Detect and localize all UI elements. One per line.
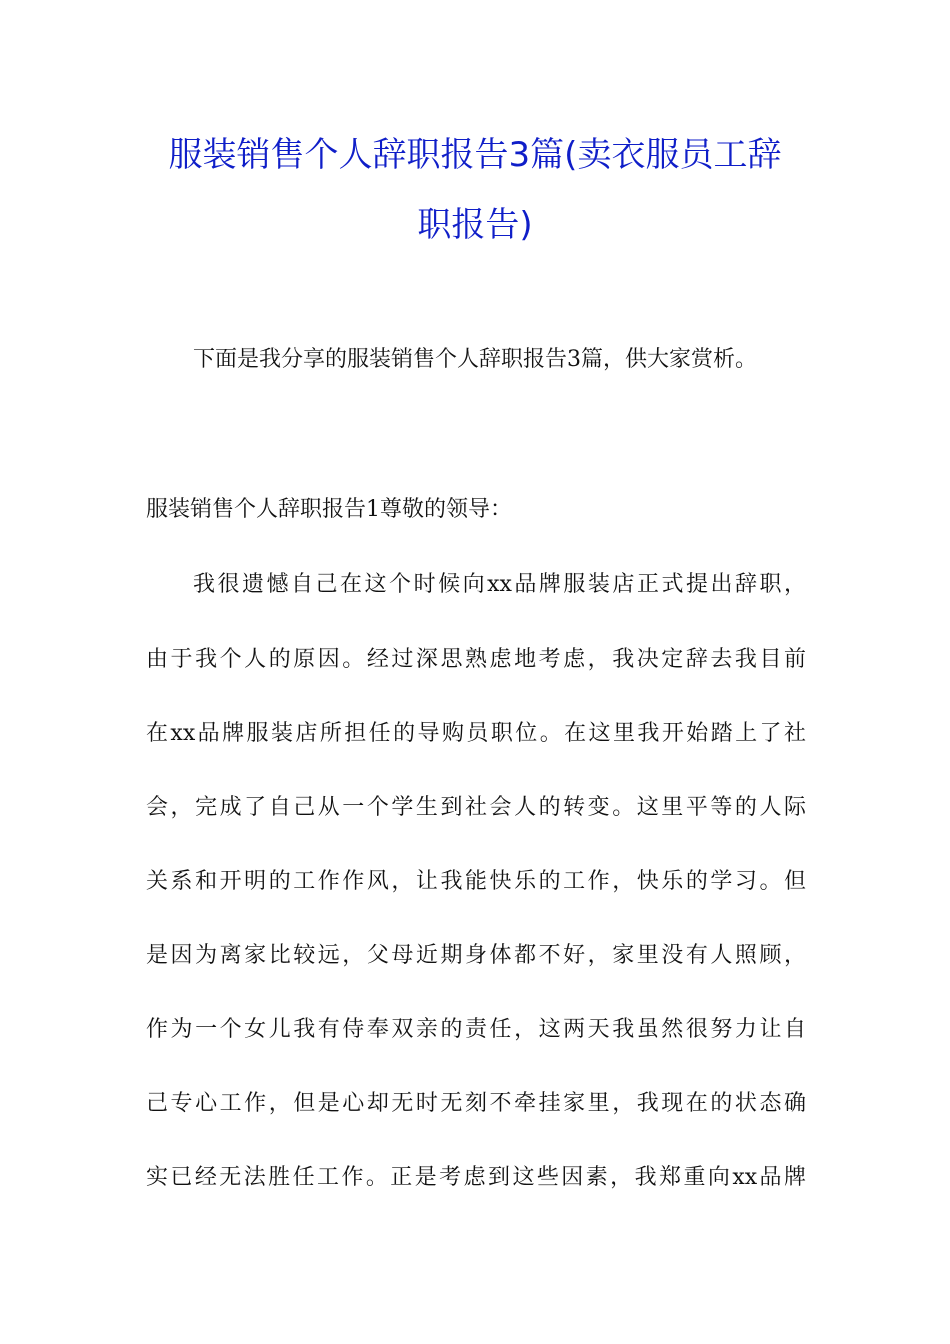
section-heading: 服装销售个人辞职报告1尊敬的领导：: [146, 497, 512, 522]
body-line: 在xx品牌服装店所担任的导购员职位。在这里我开始踏上了社: [146, 721, 806, 746]
document-title-line-2: 职报告): [417, 205, 533, 245]
body-line: 作为一个女儿我有侍奉双亲的责任，这两天我虽然很努力让自: [146, 1017, 806, 1042]
body-line: 己专心工作，但是心却无时无刻不牵挂家里，我现在的状态确: [146, 1091, 806, 1116]
body-line: 我很遗憾自己在这个时候向xx品牌服装店正式提出辞职，: [193, 572, 806, 597]
body-line: 会，完成了自己从一个学生到社会人的转变。这里平等的人际: [146, 795, 806, 820]
body-line: 是因为离家比较远，父母近期身体都不好，家里没有人照顾，: [146, 943, 806, 968]
document-title-line-1: 服装销售个人辞职报告3篇(卖衣服员工辞: [168, 135, 782, 175]
intro-paragraph: 下面是我分享的服装销售个人辞职报告3篇，供大家赏析。: [193, 347, 757, 372]
body-line: 由于我个人的原因。经过深思熟虑地考虑，我决定辞去我目前: [146, 647, 806, 672]
body-line: 关系和开明的工作作风，让我能快乐的工作，快乐的学习。但: [146, 869, 806, 894]
body-line: 实已经无法胜任工作。正是考虑到这些因素，我郑重向xx品牌: [146, 1165, 806, 1190]
